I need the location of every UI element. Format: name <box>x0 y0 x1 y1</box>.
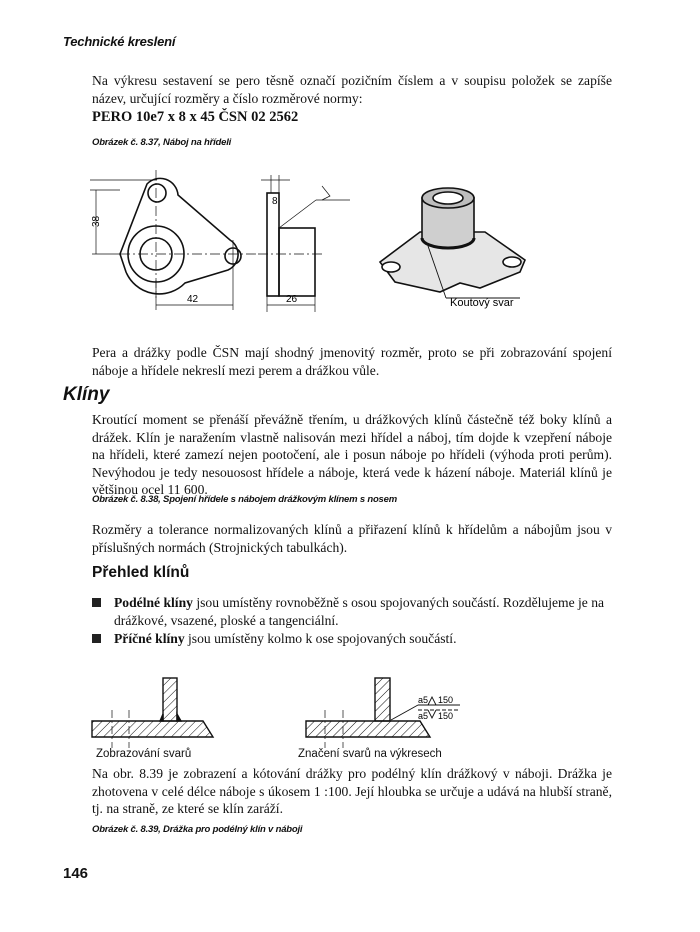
weld-length-bottom: 150 <box>438 711 454 721</box>
kliny-paragraph: Kroutící moment se přenáší převážně třením, u drážkových klínů částečně též boky klínů a drážek. Klín je naražením vlastně nalisován mezi hřídel a náboj, tím dojde k vzepření náboje na hřídeli, které zamezí nejen pootočení, ale i posun náboje po hřídeli (výhoda proti perům). Nevýhodou je tedy nesouosost hřídele a náboje, která vede k házení náboje. Materiál klínů je většinou ocel 11 600. <box>92 412 612 497</box>
fig-839-paragraph: Na obr. 8.39 je zobrazení a kótování drážky pro podélný klín drážkový v náboji. Drážka je zhotovena v celé délce náboje s úkosem 1 :100. Její hloubka se určuje a udává na hlubší straně, tj. na straně, ze které se klín zaráží. <box>92 766 612 816</box>
page-number: 146 <box>63 865 89 882</box>
norm-designation: PERO 10e7 x 8 x 45 ČSN 02 2562 <box>92 109 299 125</box>
figure-caption-837: Obrázek č. 8.37, Náboj na hřídeli <box>92 137 232 148</box>
heading-kliny: Klíny <box>63 384 110 405</box>
list-term: Příčné klíny <box>114 631 185 646</box>
keys-paragraph: Pera a drážky podle ČSN mají shodný jmenovitý rozměr, proto se při zobrazování spojení náboje a hřídele nekreslí mezi perem a drážkou vůle. <box>92 345 612 378</box>
dimensions-paragraph: Rozměry a tolerance normalizovaných klínů a přiřazení klínů k hřídelům a nábojům jsou v příslušných normách (Strojnických tabulkách). <box>92 522 612 555</box>
dim-42: 42 <box>187 294 199 305</box>
list-text: jsou umístěny rovnoběžně s osou spojovaných součástí. Rozdělujeme je na drážkové, vsazené, ploské a tangenciální. <box>114 595 605 628</box>
dim-38: 38 <box>91 215 102 227</box>
figure-caption-839: Obrázek č. 8.39, Drážka pro podélný klín v náboji <box>92 824 303 835</box>
weld-length-top: 150 <box>438 695 454 705</box>
running-head: Technické kreslení <box>63 34 176 49</box>
figure-caption-838: Obrázek č. 8.38, Spojení hřídele s nábojem drážkovým klínem s nosem <box>92 494 397 505</box>
list-term: Podélné klíny <box>114 595 193 610</box>
list-text: jsou umístěny kolmo k ose spojovaných součástí. <box>184 631 457 646</box>
dim-8: 8 <box>272 196 278 207</box>
label-weld-display: Zobrazování svarů <box>96 748 192 760</box>
weld-label: Koutový svar <box>450 297 514 309</box>
dim-26: 26 <box>286 294 298 305</box>
label-weld-marking: Značení svarů na výkresech <box>298 748 442 760</box>
weld-symbol-top: a5 <box>418 695 429 705</box>
weld-symbol-bottom: a5 <box>418 711 429 721</box>
heading-prehled-kliny: Přehled klínů <box>92 564 190 581</box>
intro-paragraph: Na výkresu sestavení se pero těsně označí pozičním číslem a v soupisu položek se zapíše název, určující rozměry a číslo rozměrové normy: <box>92 73 612 106</box>
